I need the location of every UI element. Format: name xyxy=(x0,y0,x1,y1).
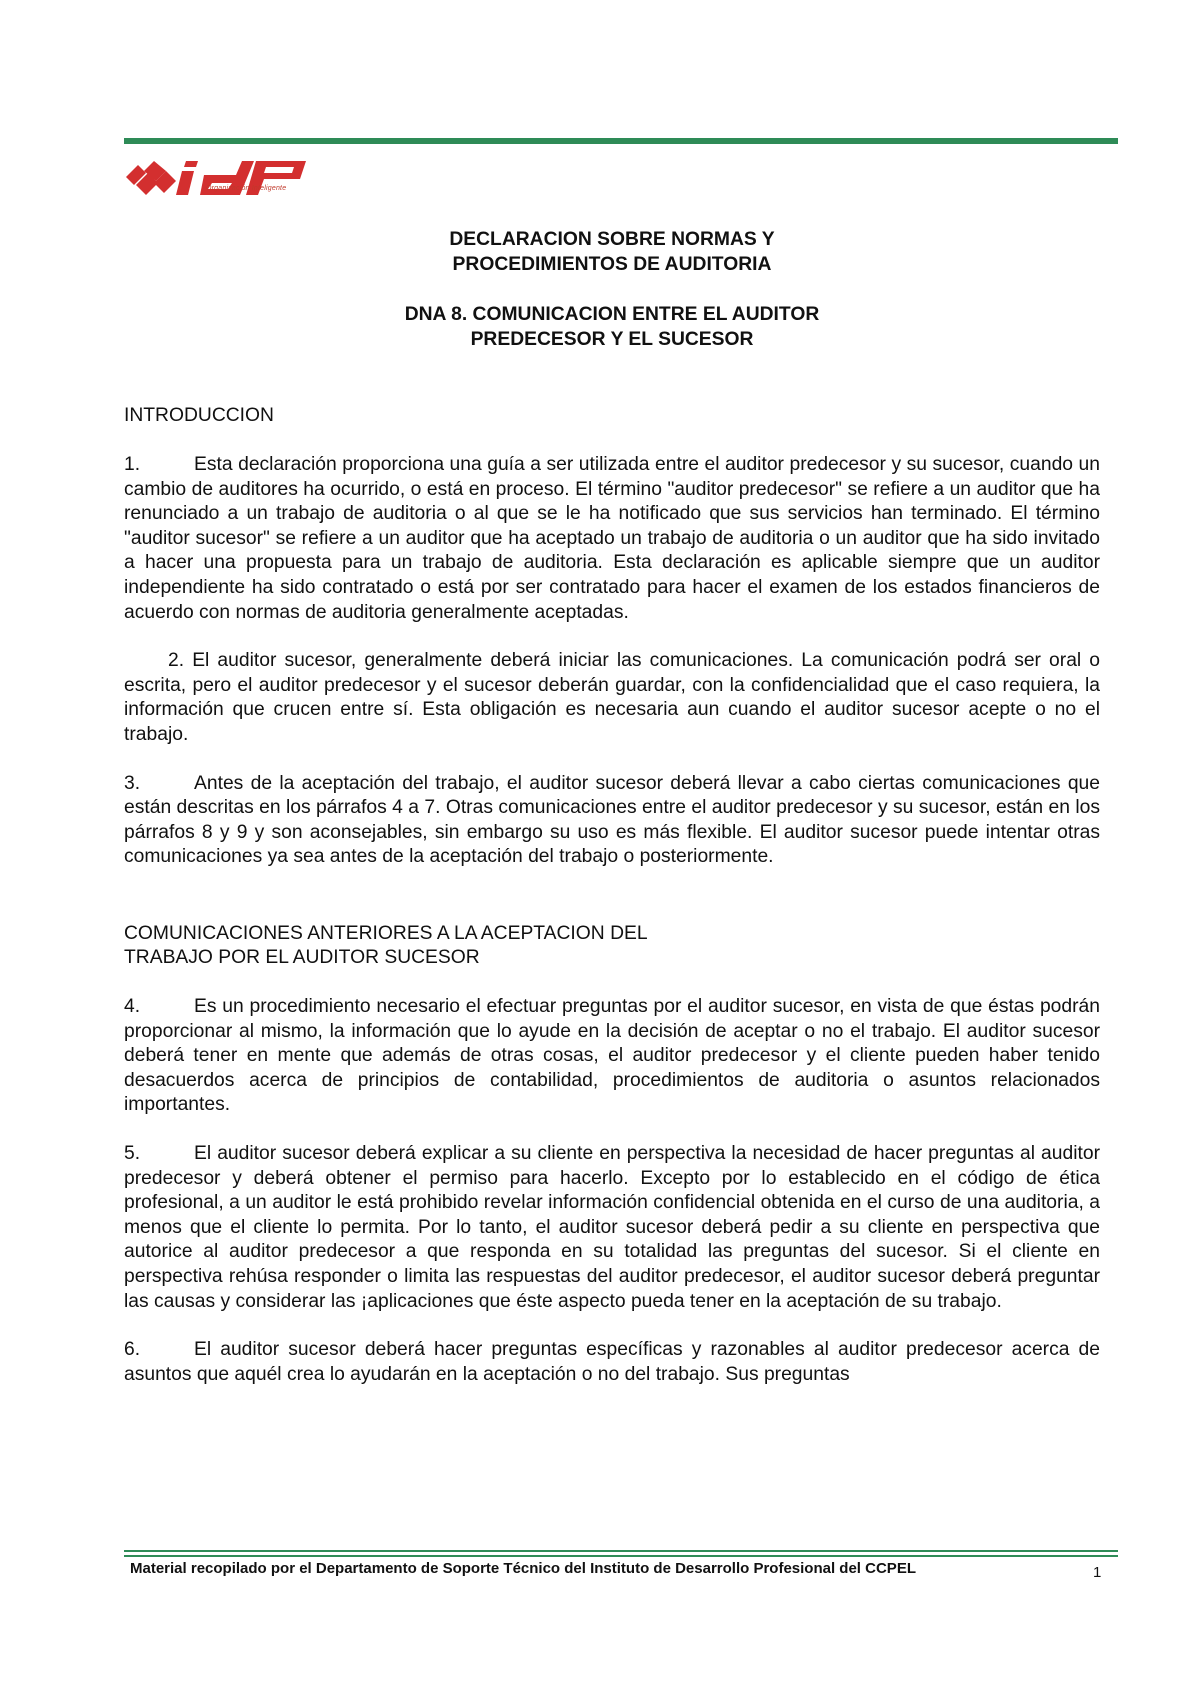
footer-text: Material recopilado por el Departamento de Soporte Técnico del Instituto de Desarrollo Profesional del CCPEL xyxy=(130,1560,916,1577)
paragraph-6 xyxy=(124,1338,1100,1387)
paragraph-number: 6. xyxy=(124,1339,141,1361)
paragraph-1 xyxy=(124,453,1100,625)
paragraph-3 xyxy=(124,772,1100,870)
header-rule xyxy=(124,138,1118,144)
paragraph-text: El auditor sucesor deberá explicar a su cliente en perspectiva la necesidad de hacer preguntas al auditor predecesor y deberá obtener el permiso para hacerlo. Excepto por lo establecido en el código de ética profesional, a un auditor le está prohibido revelar información confidencial obtenida en el curso de una auditoria, a menos que el cliente lo permita. Por lo tanto, el auditor sucesor deberá pedir a su cliente en perspectiva que autorice al auditor predecesor a que responda en su totalidad las preguntas del sucesor. Si el cliente en perspectiva rehúsa responder o limita las respuestas del auditor predecesor, el auditor sucesor deberá preguntar las causas y considerar las ¡aplicaciones que éste aspecto pueda tener en la aceptación de su trabajo. xyxy=(124,1143,1100,1312)
paragraph-text: Antes de la aceptación del trabajo, el auditor sucesor deberá llevar a cabo ciertas comunicaciones que están descritas en los párrafos 4 a 7. Otras comunicaciones entre el auditor predecesor y su sucesor, están en los párrafos 8 y 9 y son aconsejables, sin embargo su uso es más flexible. El auditor sucesor puede intentar otras comunicaciones ya sea antes de la aceptación del trabajo o posteriormente. xyxy=(124,772,1100,868)
paragraph-text: Es un procedimiento necesario el efectuar preguntas por el auditor sucesor, en vista de que éstas podrán proporcionar al mismo, la información que lo ayude en la decisión de aceptar o no el trabajo. El auditor sucesor deberá tener en mente que además de otras cosas, el auditor predecesor y el cliente pueden haber tenido desacuerdos acerca de principios de contabilidad, procedimientos de auditoria o asuntos relacionados importantes. xyxy=(124,996,1100,1116)
paragraph-number: 4. xyxy=(124,996,141,1018)
paragraph-number: 2. xyxy=(168,650,185,672)
section-heading-introduccion: INTRODUCCION xyxy=(124,405,274,427)
subtitle-line-1: DNA 8. COMUNICACION ENTRE EL AUDITOR xyxy=(404,304,820,326)
paragraph-number: 1. xyxy=(124,453,141,475)
document-title xyxy=(124,228,1100,277)
paragraph-text: Esta declaración proporciona una guía a ser utilizada entre el auditor predecesor y su sucesor, cuando un cambio de auditores ha ocurrido, o está en proceso. El término "auditor predecesor" se refiere a un auditor que ha renunciado a un trabajo de auditoria o al que se le ha notificado que sus servicios han terminado. El término "auditor sucesor" se refiere a un auditor que ha aceptado un trabajo de auditoria o un auditor que ha sido invitado a hacer una propuesta para un trabajo de auditoria. Esta declaración es aplicable siempre que un auditor independiente ha sido contratado o está por ser contratado para hacer el examen de los estados financieros de acuerdo con normas de auditoria generalmente aceptadas. xyxy=(124,453,1100,623)
paragraph-text: El auditor sucesor, generalmente deberá iniciar las comunicaciones. La comunicación podrá ser oral o escrita, pero el auditor predecesor y el sucesor deberán guardar, con la confidencialidad que el caso requiera, la información que crucen entre sí. Esta obligación es necesaria aun cuando el auditor sucesor acepte o no el trabajo. xyxy=(124,650,1101,745)
logo-tagline: Organización Inteligente xyxy=(206,185,287,192)
paragraph-text: El auditor sucesor deberá hacer preguntas específicas y razonables al auditor predecesor acerca de asuntos que aquél crea lo ayudarán en la aceptación o no del trabajo. Sus preguntas xyxy=(124,1339,1100,1385)
footer-rule xyxy=(124,1555,1118,1557)
page-number: 1 xyxy=(1093,1564,1102,1581)
footer-rule xyxy=(124,1550,1118,1552)
title-line-1: DECLARACION SOBRE NORMAS Y xyxy=(449,229,775,250)
idp-logo xyxy=(124,155,344,213)
section-heading-comunicaciones xyxy=(124,922,1100,971)
subtitle-line-2: PREDECESOR Y EL SUCESOR xyxy=(470,328,754,350)
paragraph-4 xyxy=(124,995,1100,1118)
paragraph-number: 5. xyxy=(124,1143,141,1165)
paragraph-2 xyxy=(124,649,1100,747)
section-heading-line-2: TRABAJO POR EL AUDITOR SUCESOR xyxy=(124,947,480,969)
document-subtitle xyxy=(124,303,1100,352)
idp-logo-mark-icon xyxy=(124,155,344,213)
document-body xyxy=(124,228,1100,1387)
title-line-2: PROCEDIMIENTOS DE AUDITORIA xyxy=(452,253,772,275)
paragraph-number: 3. xyxy=(124,772,141,794)
paragraph-5 xyxy=(124,1142,1100,1314)
section-heading-line-1: COMUNICACIONES ANTERIORES A LA ACEPTACION DEL xyxy=(124,922,648,944)
